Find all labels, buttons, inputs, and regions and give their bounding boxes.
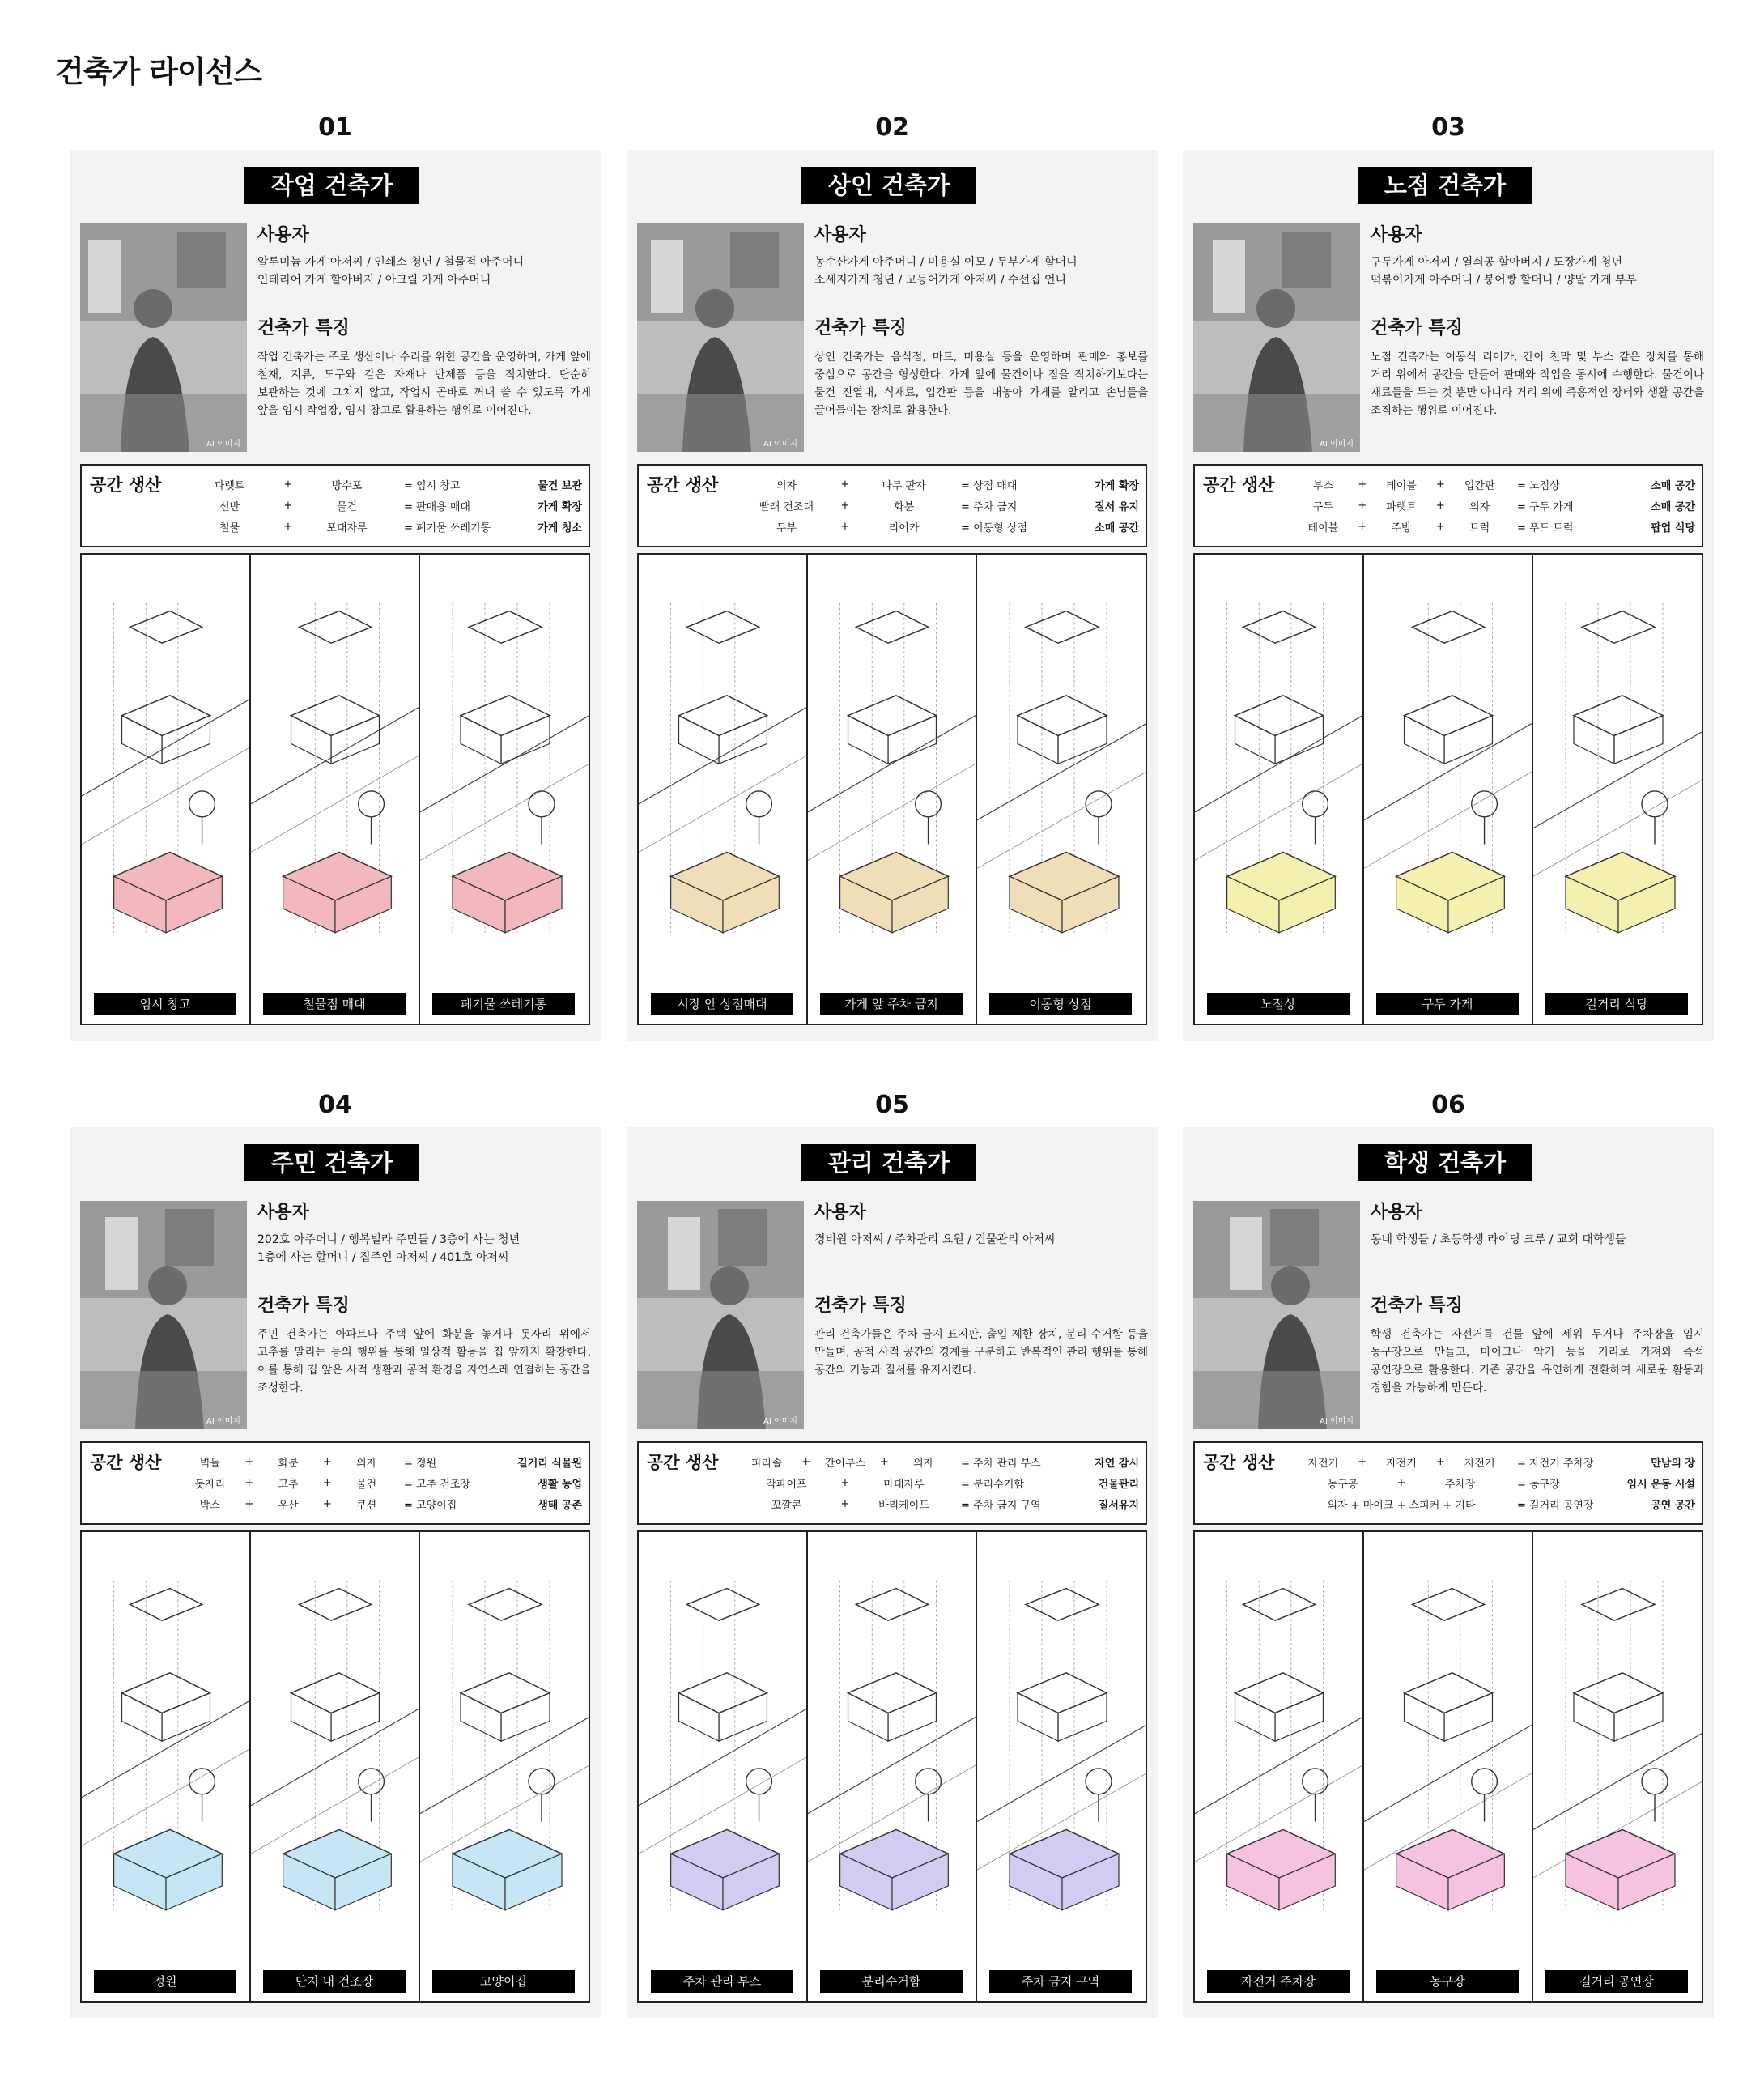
panel-label: 길거리 식당 [1545, 993, 1688, 1015]
diagram-panel [82, 1532, 251, 2001]
photo-credit: AI 이미지 [1320, 440, 1354, 449]
formula-output: = 판매용 매대 [404, 500, 470, 513]
formula-result: 물건 보관 [538, 479, 582, 492]
plus-sign: + [244, 1476, 254, 1489]
diagram-panel [1195, 555, 1364, 1024]
plus-sign: + [283, 499, 293, 512]
user-list [1371, 1231, 1704, 1249]
feature-description: 관리 건축가들은 주차 금지 표지판, 출입 제한 장치, 분리 수거함 등을 만들며, 공적 사적 공간의 경계를 구분하고 반복적인 관리 행위를 통해 공간의 기능과 질서를 유지시킨다. [814, 1328, 1148, 1377]
architect-card [1183, 1127, 1714, 2018]
formula-result: 만남의 장 [1651, 1457, 1696, 1470]
diagram-panel [1195, 1532, 1364, 2001]
formula-item: 입간판 [1464, 479, 1495, 492]
space-production-box [80, 464, 590, 547]
formula-result: 가게 청소 [538, 521, 582, 534]
formula-item: 의자 [913, 1457, 934, 1470]
diagram-panel [251, 555, 420, 1024]
architect-card [1183, 150, 1714, 1041]
user-heading: 사용자 [1371, 1203, 1422, 1223]
formula-output: = 고추 건조장 [404, 1478, 470, 1491]
diagram-panel [1533, 1532, 1702, 2001]
diagram-panel [808, 1532, 977, 2001]
formula-item: 빨래 건조대 [759, 500, 814, 513]
user-line: 인테리어 가게 할아버지 / 아크릴 가게 아주머니 [257, 274, 491, 287]
formula-output: = 주차 금지 [961, 500, 1018, 513]
isometric-diagram [637, 1530, 1147, 2003]
feature-description: 상인 건축가는 음식점, 마트, 미용실 등을 운영하며 판매와 홍보를 중심으로 공간을 형성한다. 가게 앞에 물건이나 짐을 적치하기보다는 물건 진열대, 식재료, 입간판 등을 내놓아 가게를 알리고 손님들을 끌어들이는 장치로 활용한다. [814, 351, 1148, 417]
formula-result: 자연 감시 [1095, 1457, 1140, 1470]
formula-row [734, 1451, 1139, 1472]
card-title: 작업 건축가 [244, 167, 419, 204]
photo-credit: AI 이미지 [1320, 1417, 1354, 1426]
photo-credit: AI 이미지 [763, 440, 797, 449]
panel-label: 정원 [94, 1970, 236, 1993]
diagram-panel [251, 1532, 420, 2001]
formula-item: 리어카 [888, 521, 920, 534]
plus-sign: + [1435, 520, 1445, 533]
formula-item: 화분 [893, 500, 915, 513]
formula-output: = 주차 금지 구역 [961, 1499, 1041, 1512]
formula-item: 쿠션 [356, 1499, 377, 1512]
formula-row [177, 495, 582, 516]
formula-output: = 이동형 상점 [961, 521, 1027, 534]
space-production-title: 공간 생산 [1203, 475, 1275, 495]
diagram-panel [977, 1532, 1146, 2001]
formula-item: 간이부스 [824, 1457, 866, 1470]
card-title: 주민 건축가 [244, 1144, 419, 1181]
user-heading: 사용자 [814, 225, 866, 245]
formula-output: = 분리수거함 [961, 1478, 1024, 1491]
architect-card [70, 1127, 601, 2018]
formula-table [1290, 474, 1695, 537]
plus-sign: + [322, 1476, 332, 1489]
formula-result: 소매 공간 [1651, 479, 1696, 492]
plus-sign: + [879, 1455, 889, 1468]
panel-label: 시장 안 상점매대 [651, 993, 793, 1015]
architect-photo [637, 223, 804, 452]
user-line: 구두가게 아저씨 / 열쇠공 할아버지 / 도장가게 청년 [1371, 256, 1623, 269]
plus-sign: + [840, 1476, 850, 1489]
panel-label: 이동형 상점 [989, 993, 1132, 1015]
card-title: 노점 건축가 [1358, 167, 1532, 204]
formula-row [1290, 516, 1695, 537]
diagram-panel [977, 555, 1146, 1024]
diagram-panel [1533, 555, 1702, 1024]
plus-sign: + [1435, 499, 1445, 512]
formula-item: 방수포 [331, 479, 363, 492]
plus-sign: + [840, 499, 850, 512]
formula-result: 건물관리 [1098, 1478, 1139, 1491]
diagram-panel [420, 555, 589, 1024]
isometric-diagram [1193, 1530, 1703, 2003]
panel-label: 농구장 [1376, 1970, 1519, 1993]
formula-result: 길거리 식물원 [517, 1457, 583, 1470]
user-list [1371, 253, 1704, 289]
user-list [257, 253, 591, 289]
panel-label: 주차 금지 구역 [989, 1970, 1132, 1993]
formula-result: 가게 확장 [1095, 479, 1139, 492]
formula-item: 의자 [1469, 500, 1490, 513]
architect-photo [1193, 223, 1360, 452]
formula-table [734, 474, 1139, 537]
user-heading: 사용자 [1371, 225, 1422, 245]
architect-photo [1193, 1201, 1360, 1429]
space-production-box [80, 1441, 590, 1525]
diagram-panel [1364, 1532, 1533, 2001]
feature-description: 노점 건축가는 이동식 리어카, 간이 천막 및 부스 같은 장치를 통해 거리 위에서 공간을 만들어 판매와 작업을 동시에 수행한다. 물건이나 재료들을 두는 것 뿐만 아니라 거리 위에 즉흥적인 장터와 생활 공간을 조직하는 행위로 이어진다. [1371, 351, 1704, 417]
formula-item: 주방 [1391, 521, 1412, 534]
user-line: 알루미늄 가게 아저씨 / 인쇄소 청년 / 철물점 아주머니 [257, 256, 525, 269]
space-production-title: 공간 생산 [90, 475, 162, 495]
formula-row [177, 516, 582, 537]
feature-description: 학생 건축가는 자전거를 건물 앞에 세워 두거나 주차장을 임시 농구장으로 만들고, 마이크나 악기 등을 거리로 가져와 즉석 공연장으로 활용한다. 기존 공간을 유연하게 전환하여 새로운 활동과 경험을 가능하게 만든다. [1371, 1328, 1704, 1394]
formula-result: 가게 확장 [538, 500, 582, 513]
formula-item: 포대자루 [326, 521, 368, 534]
user-line: 떡볶이가게 아주머니 / 붕어빵 할머니 / 양말 가게 부부 [1371, 274, 1638, 287]
user-line: 1층에 사는 할머니 / 집주인 아저씨 / 401호 아저씨 [257, 1251, 509, 1264]
plus-sign: + [322, 1497, 332, 1510]
diagram-panel [420, 1532, 589, 2001]
architect-card [627, 150, 1158, 1041]
formula-item: 꼬깔콘 [771, 1499, 802, 1512]
formula-item: 자전거 [1464, 1457, 1495, 1470]
panel-label: 주차 관리 부스 [651, 1970, 793, 1993]
formula-item: 파라솔 [751, 1457, 783, 1470]
formula-item: 파렛트 [1386, 500, 1417, 513]
formula-item: 마대자루 [883, 1478, 925, 1491]
diagram-panel [808, 555, 977, 1024]
space-production-title: 공간 생산 [90, 1453, 162, 1472]
diagram-panel [639, 555, 808, 1024]
formula-item: 의자 + 마이크 + 스피커 + 기타 [1327, 1499, 1476, 1512]
formula-row [177, 1493, 582, 1514]
formula-row [1290, 1493, 1695, 1514]
panel-label: 분리수거함 [820, 1970, 963, 1993]
formula-row [1290, 495, 1695, 516]
photo-credit: AI 이미지 [206, 440, 240, 449]
formula-row [1290, 1451, 1695, 1472]
formula-output: = 상점 매대 [961, 479, 1018, 492]
formula-item: 벽돌 [199, 1457, 220, 1470]
formula-item: 파렛트 [214, 479, 245, 492]
formula-output: = 정원 [404, 1457, 437, 1470]
space-production-title: 공간 생산 [647, 475, 719, 495]
formula-item: 부스 [1312, 479, 1333, 492]
card-number: 01 [318, 113, 352, 142]
formula-item: 화분 [278, 1457, 299, 1470]
formula-row [1290, 1472, 1695, 1493]
space-production-title: 공간 생산 [647, 1453, 719, 1472]
formula-row [734, 516, 1139, 537]
plus-sign: + [840, 1497, 850, 1510]
feature-heading: 건축가 특징 [814, 318, 907, 338]
card-number: 05 [875, 1091, 909, 1119]
diagram-panel [639, 1532, 808, 2001]
user-list [257, 1231, 591, 1266]
plus-sign: + [1358, 499, 1367, 512]
photo-credit: AI 이미지 [206, 1417, 240, 1426]
plus-sign: + [1435, 478, 1445, 491]
formula-table [177, 474, 582, 537]
formula-item: 우산 [278, 1499, 299, 1512]
formula-item: 농구공 [1327, 1478, 1358, 1491]
formula-item: 물건 [336, 500, 358, 513]
formula-item: 의자 [356, 1457, 377, 1470]
plus-sign: + [1358, 478, 1367, 491]
formula-output: = 임시 창고 [404, 479, 461, 492]
card-number: 04 [318, 1091, 352, 1119]
diagram-panel [1364, 555, 1533, 1024]
card-title: 상인 건축가 [801, 167, 976, 204]
plus-sign: + [1396, 1476, 1406, 1489]
formula-output: = 고양이집 [404, 1499, 457, 1512]
panel-label: 자전거 주차장 [1207, 1970, 1350, 1993]
formula-result: 질서유지 [1098, 1499, 1139, 1512]
plus-sign: + [283, 478, 293, 491]
formula-item: 나무 판자 [882, 479, 926, 492]
space-production-box [637, 464, 1147, 547]
feature-heading: 건축가 특징 [257, 318, 350, 338]
formula-row [177, 1472, 582, 1493]
formula-result: 팝업 식당 [1651, 521, 1696, 534]
card-title: 학생 건축가 [1358, 1144, 1532, 1181]
user-line: 202호 아주머니 / 행복빌라 주민들 / 3층에 사는 청년 [257, 1233, 521, 1246]
architect-photo [80, 223, 247, 452]
photo-credit: AI 이미지 [763, 1417, 797, 1426]
formula-result: 임시 운동 시설 [1626, 1478, 1695, 1491]
panel-label: 단지 내 건조장 [263, 1970, 406, 1993]
space-production-box [1193, 464, 1703, 547]
user-heading: 사용자 [257, 1203, 309, 1223]
architect-photo [637, 1201, 804, 1429]
architect-card [70, 150, 601, 1041]
feature-heading: 건축가 특징 [1371, 318, 1463, 338]
card-number: 03 [1431, 113, 1465, 142]
page-title: 건축가 라이선스 [55, 54, 262, 89]
formula-item: 구두 [1312, 500, 1333, 513]
user-line: 경비원 아저씨 / 주차관리 요원 / 건물관리 아저씨 [814, 1233, 1056, 1246]
formula-table [177, 1451, 582, 1514]
panel-label: 길거리 공연장 [1545, 1970, 1688, 1993]
panel-label: 철물점 매대 [263, 993, 406, 1015]
formula-output: = 주차 관리 부스 [961, 1457, 1041, 1470]
space-production-box [637, 1441, 1147, 1525]
user-line: 소세지가게 청년 / 고등어가게 아저씨 / 수선집 언니 [814, 274, 1067, 287]
formula-item: 자전거 [1307, 1457, 1339, 1470]
formula-item: 선반 [219, 500, 240, 513]
panel-label: 가게 앞 주차 금지 [820, 993, 963, 1015]
formula-output: = 푸드 트럭 [1517, 521, 1574, 534]
plus-sign: + [283, 520, 293, 533]
plus-sign: + [244, 1455, 254, 1468]
formula-output: = 길거리 공연장 [1517, 1499, 1594, 1512]
plus-sign: + [1358, 1455, 1367, 1468]
formula-result: 생태 공존 [538, 1499, 583, 1512]
formula-item: 각파이프 [766, 1478, 807, 1491]
formula-item: 주차장 [1444, 1478, 1476, 1491]
formula-output: = 노점상 [1517, 479, 1560, 492]
panel-label: 임시 창고 [94, 993, 236, 1015]
feature-heading: 건축가 특징 [257, 1296, 350, 1316]
panel-label: 노점상 [1207, 993, 1350, 1015]
formula-item: 자전거 [1386, 1457, 1417, 1470]
plus-sign: + [244, 1497, 254, 1510]
formula-item: 테이블 [1386, 479, 1417, 492]
card-number: 02 [875, 113, 909, 142]
formula-result: 질서 유지 [1095, 500, 1139, 513]
architect-photo [80, 1201, 247, 1429]
user-list [814, 1231, 1148, 1249]
space-production-title: 공간 생산 [1203, 1453, 1275, 1472]
formula-output: = 농구장 [1517, 1478, 1560, 1491]
formula-table [1290, 1451, 1695, 1514]
isometric-diagram [80, 553, 590, 1025]
architect-card [627, 1127, 1158, 2018]
panel-label: 고양이집 [432, 1970, 575, 1993]
formula-row [734, 474, 1139, 495]
formula-item: 바리케이드 [878, 1499, 929, 1512]
plus-sign: + [1358, 520, 1367, 533]
user-line: 동네 학생들 / 초등학생 라이딩 크루 / 교회 대학생들 [1371, 1233, 1626, 1246]
formula-item: 고추 [278, 1478, 299, 1491]
formula-item: 박스 [199, 1499, 220, 1512]
panel-label: 구두 가게 [1376, 993, 1519, 1015]
plus-sign: + [1435, 1455, 1445, 1468]
formula-row [734, 1472, 1139, 1493]
formula-result: 생활 농업 [538, 1478, 583, 1491]
card-title: 관리 건축가 [801, 1144, 976, 1181]
formula-row [1290, 474, 1695, 495]
formula-row [177, 1451, 582, 1472]
formula-result: 소매 공간 [1651, 500, 1696, 513]
plus-sign: + [322, 1455, 332, 1468]
user-heading: 사용자 [257, 225, 309, 245]
formula-item: 물건 [356, 1478, 377, 1491]
formula-output: = 자전거 주차장 [1517, 1457, 1594, 1470]
plus-sign: + [840, 478, 850, 491]
formula-table [734, 1451, 1139, 1514]
panel-label: 폐기물 쓰레기통 [432, 993, 575, 1015]
formula-item: 테이블 [1307, 521, 1339, 534]
formula-item: 철물 [219, 521, 240, 534]
user-line: 농수산가게 아주머니 / 미용실 이모 / 두부가게 할머니 [814, 256, 1078, 269]
formula-row [734, 1493, 1139, 1514]
formula-item: 트럭 [1469, 521, 1490, 534]
isometric-diagram [637, 553, 1147, 1025]
formula-item: 돗자리 [194, 1478, 226, 1491]
formula-row [734, 495, 1139, 516]
formula-item: 의자 [776, 479, 797, 492]
formula-row [177, 474, 582, 495]
isometric-diagram [1193, 553, 1703, 1025]
formula-output: = 구두 가게 [1517, 500, 1574, 513]
user-heading: 사용자 [814, 1203, 866, 1223]
plus-sign: + [840, 520, 850, 533]
space-production-box [1193, 1441, 1703, 1525]
user-list [814, 253, 1148, 289]
plus-sign: + [801, 1455, 811, 1468]
formula-result: 공연 공간 [1651, 1499, 1695, 1512]
diagram-panel [82, 555, 251, 1024]
card-number: 06 [1431, 1091, 1465, 1119]
formula-result: 소매 공간 [1095, 521, 1139, 534]
formula-item: 두부 [776, 521, 797, 534]
feature-heading: 건축가 특징 [814, 1296, 907, 1316]
formula-output: = 폐기물 쓰레기통 [404, 521, 491, 534]
feature-description: 작업 건축가는 주로 생산이나 수리를 위한 공간을 운영하며, 가게 앞에 철재, 지류, 도구와 같은 자재나 반제품 등을 적치한다. 단순히 보관하는 것에 그치지 않고, 작업시 곧바로 꺼내 쓸 수 있도록 가게 앞을 임시 작업장, 임시 창고로 활용하는 행위로 이어진다. [257, 351, 591, 417]
isometric-diagram [80, 1530, 590, 2003]
feature-heading: 건축가 특징 [1371, 1296, 1463, 1316]
feature-description: 주민 건축가는 아파트나 주택 앞에 화분을 놓거나 돗자리 위에서 고추를 말리는 등의 행위를 통해 일상적 활동을 집 앞까지 확장한다. 이를 통해 집 앞은 사적 생활과 공적 환경을 자연스레 연결하는 공간을 조성한다. [257, 1328, 591, 1394]
